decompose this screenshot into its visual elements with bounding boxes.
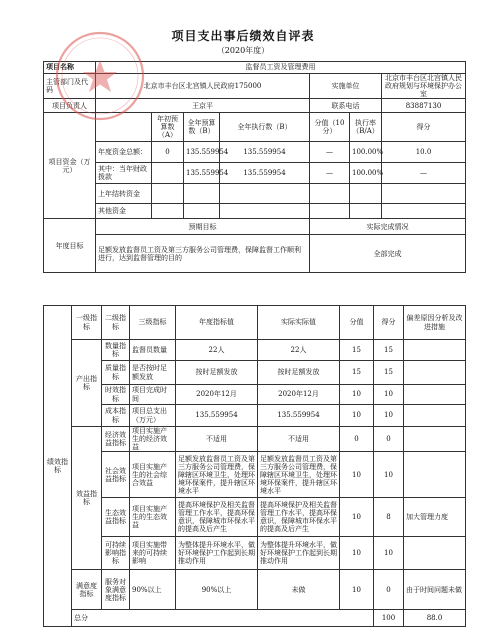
lead-label: 项目负责人	[44, 99, 96, 113]
indicator-actual: 22人	[258, 340, 340, 361]
indicator-target: 为整体提升环境水平，做好环境保护工作起到长期推动作用	[176, 537, 258, 570]
indicator-target: 足额发放监督员工资及第三方服务公司管理费，保障辖区环境卫生，处理环境环保案件，提升辖区环境水平	[176, 452, 258, 498]
total-got: 88.0	[404, 610, 466, 627]
indicator-actual: 不适用	[258, 427, 340, 452]
indicator-l2: 质量指标	[102, 361, 130, 385]
indicator-l2: 成本指标	[102, 405, 130, 427]
perf-header: 实际实际值	[258, 306, 340, 340]
perf-header: 一级指标	[72, 306, 102, 340]
indicator-score: 15	[340, 361, 374, 385]
indicator-score: 10	[340, 537, 374, 570]
funds-row-label: 其他资金	[96, 204, 152, 219]
indicator-score: 10	[340, 405, 374, 427]
indicator-actual: 2020年12月	[258, 385, 340, 405]
indicator-target: 135.559954	[176, 405, 258, 427]
indicator-actual: 未做	[258, 570, 340, 610]
project-info-table	[43, 61, 466, 273]
funds-row-label: 上年结转资金	[96, 184, 152, 204]
indicator-l3: 90%以上	[130, 570, 176, 610]
benefit-indicator-label: 效益指标	[72, 427, 102, 570]
indicator-l3: 项目实施产生的社会综合效益	[130, 452, 176, 498]
indicator-got: 15	[374, 340, 404, 361]
indicator-score: 10	[340, 570, 374, 610]
total-score: 100	[374, 610, 404, 627]
goals-expected-text: 足额发放监督员工资及第三方服务公司管理费，保障监督工作顺利进行，达到监督管理的目的	[96, 235, 310, 273]
funds-header: 全年执行数（B）	[220, 113, 310, 142]
funds-row-label: 年度资金总额：	[96, 142, 152, 163]
indicator-target: 22人	[176, 340, 258, 361]
indicator-l3: 项目实施产生的生态效益	[130, 498, 176, 537]
indicator-l3: 项目实施产生的经济效益	[130, 427, 176, 452]
report-year: （2020年度）	[216, 46, 270, 55]
funds-cell: 100.00%	[350, 142, 382, 163]
indicator-l2: 经济效益指标	[102, 427, 130, 452]
indicator-target: 不适用	[176, 427, 258, 452]
funds-cell: 0	[152, 142, 184, 163]
indicator-note	[404, 340, 466, 361]
satisfaction-indicator-label: 满意度指标	[72, 570, 102, 610]
indicator-note	[404, 452, 466, 498]
indicator-note: 加大管理力度	[404, 498, 466, 537]
indicator-actual: 135.559954	[258, 405, 340, 427]
indicator-note	[404, 537, 466, 570]
funds-cell: 100.00%	[350, 163, 382, 184]
indicator-score: 10	[340, 385, 374, 405]
lead-value: 王京平	[96, 99, 310, 113]
indicator-l3: 项目完成时间	[130, 385, 176, 405]
goals-actual-text: 全部完成	[310, 235, 466, 273]
funds-label: 项目资金（万元）	[44, 113, 96, 219]
indicator-l3: 是否按时足额发放	[130, 361, 176, 385]
perf-section-label: 绩效指标	[44, 306, 72, 627]
indicator-note	[404, 427, 466, 452]
funds-header: 执行率（B/A）	[350, 113, 382, 142]
indicator-got: 8	[374, 498, 404, 537]
dept-label: 主管部门及代码	[44, 74, 96, 99]
indicator-score: 10	[340, 452, 374, 498]
indicator-got: 10	[374, 452, 404, 498]
funds-cell: —	[382, 163, 466, 184]
perf-header: 得分	[374, 306, 404, 340]
indicator-actual: 足额发放监督员工资及第三方服务公司管理费，保障辖区环境卫生，处理环境环保案件，提升辖区环境水平	[258, 452, 340, 498]
indicator-score: 15	[340, 340, 374, 361]
funds-header: 得分	[382, 113, 466, 142]
goals-expected-label: 预期目标	[96, 219, 310, 235]
total-label: 总分	[72, 610, 374, 627]
output-indicator-label: 产出指标	[72, 340, 102, 427]
indicator-note: 由于时间问题未做	[404, 570, 466, 610]
funds-cell	[152, 163, 184, 184]
indicator-note	[404, 361, 466, 385]
performance-table	[43, 305, 466, 627]
perf-header: 三级指标	[130, 306, 176, 340]
indicator-got: 10	[374, 405, 404, 427]
funds-header: 分值（10分）	[310, 113, 350, 142]
indicator-score: 0	[340, 427, 374, 452]
perf-header: 二级指标	[102, 306, 130, 340]
indicator-l2: 可持续影响指标	[102, 537, 130, 570]
funds-header: 年初预算数（A）	[152, 113, 184, 142]
funds-row-label: 其中：当年财政拨款	[96, 163, 152, 184]
indicator-target: 90%以上	[176, 570, 258, 610]
project-name-label: 项目名称	[44, 62, 96, 74]
report-title: 项目支出事后绩效自评表	[171, 29, 315, 43]
indicator-actual: 提高环境保护及相关监督管理工作水平，提高环保意识，保障城市环保水平的提高及后产生	[258, 498, 340, 537]
indicator-got: 0	[374, 427, 404, 452]
perf-header: 偏差原因分析及改进措施	[404, 306, 466, 340]
indicator-note	[404, 405, 466, 427]
goals-label: 年度目标	[44, 219, 96, 273]
indicator-l3: 监督员数量	[130, 340, 176, 361]
funds-header: 全年预算数（B）	[184, 113, 220, 142]
funds-cell: 10.0	[382, 142, 466, 163]
goals-actual-label: 实际完成情况	[310, 219, 466, 235]
indicator-l2: 生态效益指标	[102, 498, 130, 537]
indicator-got: 15	[374, 361, 404, 385]
indicator-target: 提高环境保护及相关监督管理工作水平，提高环保意识，保障城市环保水平的提高及后产生	[176, 498, 258, 537]
indicator-l2: 社会效益指标	[102, 452, 130, 498]
indicator-got: 10	[374, 537, 404, 570]
indicator-target: 2020年12月	[176, 385, 258, 405]
dept-value: 北京市丰台区北宫镇人民政府175000	[96, 74, 310, 99]
project-name-value: 监督员工资及管理费用	[96, 62, 466, 74]
indicator-l2: 数量指标	[102, 340, 130, 361]
funds-cell: —	[310, 163, 350, 184]
phone-value: 83887130	[382, 99, 466, 113]
indicator-note	[404, 385, 466, 405]
indicator-l2: 服务对象满意度指标	[102, 570, 130, 610]
indicator-actual: 为整体提升环境水平，做好环境保护工作起到长期推动作用	[258, 537, 340, 570]
indicator-got: 10	[374, 385, 404, 405]
indicator-got: 0	[374, 570, 404, 610]
indicator-score: 10	[340, 498, 374, 537]
perf-header: 分值	[340, 306, 374, 340]
funds-cell: 135.559954	[184, 142, 220, 163]
unit-value: 北京市丰台区北宫镇人民政府规划与环境保护办公室	[382, 74, 466, 99]
unit-label: 实施单位	[310, 74, 382, 99]
funds-cell: —	[310, 142, 350, 163]
phone-label: 联系电话	[310, 99, 382, 113]
funds-cell: 135.559954	[184, 163, 220, 184]
funds-cell: 135.559954	[220, 142, 310, 163]
funds-cell: 135.559954	[220, 163, 310, 184]
indicator-l3: 项目总支出（万元）	[130, 405, 176, 427]
perf-header: 年度指标值	[176, 306, 258, 340]
indicator-l3: 项目实施带来的可持续影响	[130, 537, 176, 570]
indicator-actual: 按时足额发放	[258, 361, 340, 385]
indicator-target: 按时足额发放	[176, 361, 258, 385]
indicator-l2: 时效指标	[102, 385, 130, 405]
